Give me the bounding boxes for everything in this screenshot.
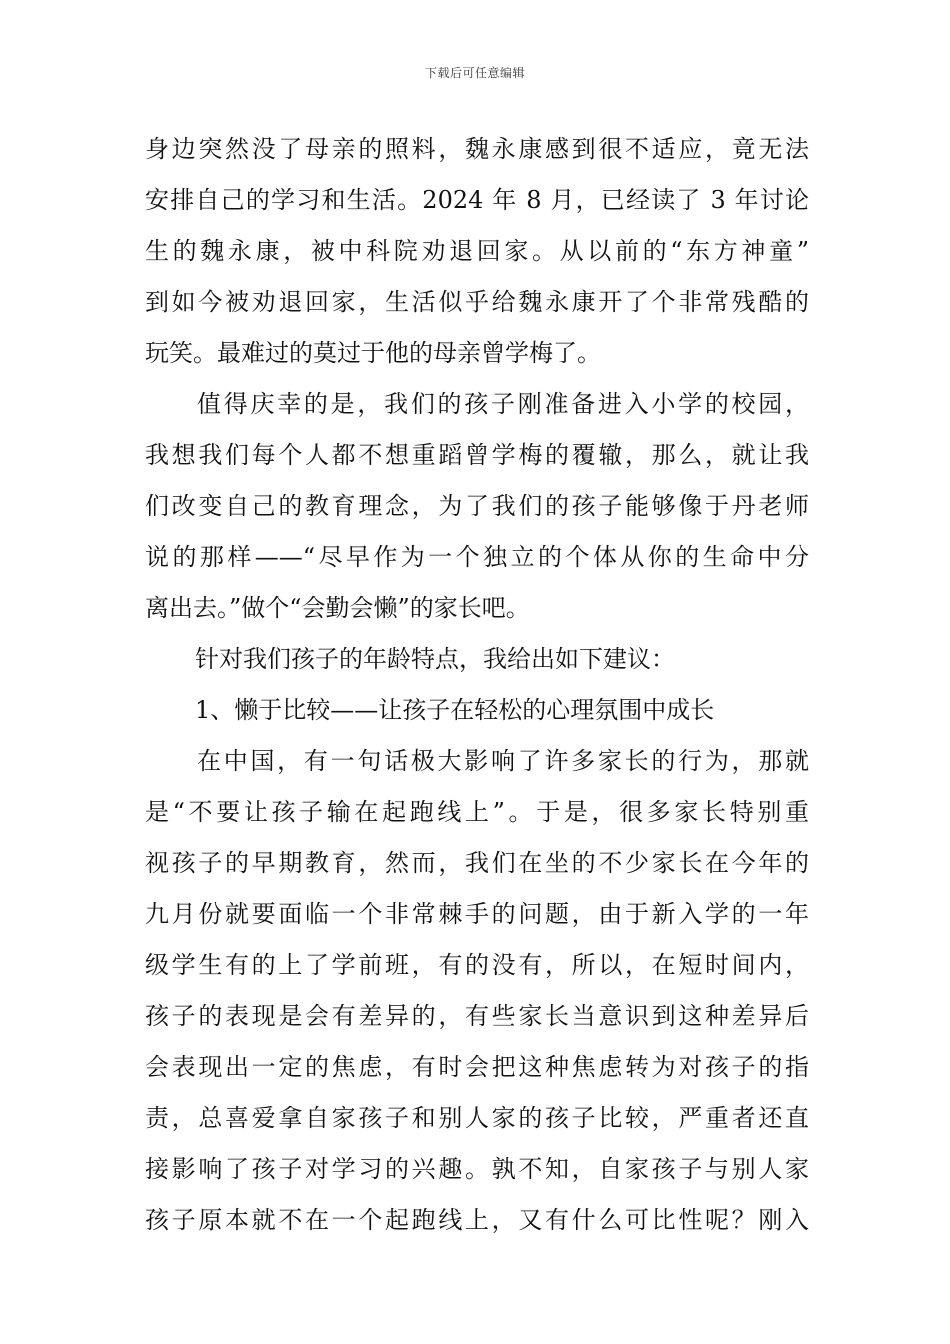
- text-line: 九月份就要面临一个非常棘手的问题，由于新入学的一年: [145, 900, 809, 928]
- text-line: 们改变自己的教育理念，为了我们的孩子能够像于丹老师: [145, 492, 809, 520]
- text-line: 孩子的表现是会有差异的，有些家长当意识到这种差异后: [145, 1002, 809, 1030]
- text-line: 孩子原本就不在一个起跑线上，又有什么可比性呢？刚入: [145, 1206, 809, 1234]
- document-body: [145, 124, 809, 1246]
- text-line: 说的那样——“尽早作为一个独立的个体从你的生命中分: [145, 543, 809, 571]
- text-line: 视孩子的早期教育，然而，我们在坐的不少家长在今年的: [145, 849, 809, 877]
- text-line: 安排自己的学习和生活。2024 年 8 月，已经读了 3 年讨论: [145, 186, 809, 214]
- text-line: 离出去。”做个“会勤会懒”的家长吧。: [145, 594, 530, 622]
- paragraph-first-line: 在中国，有一句话极大影响了许多家长的行为，那就: [197, 747, 809, 775]
- paragraph-first-line: 针对我们孩子的年龄特点，我给出如下建议：: [195, 645, 675, 673]
- text-line: 我想我们每个人都不想重蹈曾学梅的覆辙，那么，就让我: [145, 441, 809, 469]
- section-heading: 1、懒于比较——让孩子在轻松的心理氛围中成长: [195, 696, 715, 724]
- text-line: 身边突然没了母亲的照料，魏永康感到很不适应，竟无法: [145, 135, 809, 163]
- text-line: 会表现出一定的焦虑，有时会把这种焦虑转为对孩子的指: [145, 1053, 809, 1081]
- page-header: 下载后可任意编辑: [424, 66, 525, 80]
- paragraph-first-line: 值得庆幸的是，我们的孩子刚准备进入小学的校园，: [197, 390, 809, 418]
- text-line: 接影响了孩子对学习的兴趣。孰不知，自家孩子与别人家: [145, 1155, 809, 1183]
- text-line: 是“不要让孩子输在起跑线上”。于是，很多家长特别重: [145, 798, 809, 826]
- text-line: 玩笑。最难过的莫过于他的母亲曾学梅了。: [145, 339, 601, 367]
- text-line: 到如今被劝退回家，生活似乎给魏永康开了个非常残酷的: [145, 288, 809, 316]
- text-line: 级学生有的上了学前班，有的没有，所以，在短时间内，: [145, 951, 809, 979]
- text-line: 生的魏永康，被中科院劝退回家。从以前的“东方神童”: [145, 237, 809, 265]
- text-line: 责，总喜爱拿自家孩子和别人家的孩子比较，严重者还直: [145, 1104, 809, 1132]
